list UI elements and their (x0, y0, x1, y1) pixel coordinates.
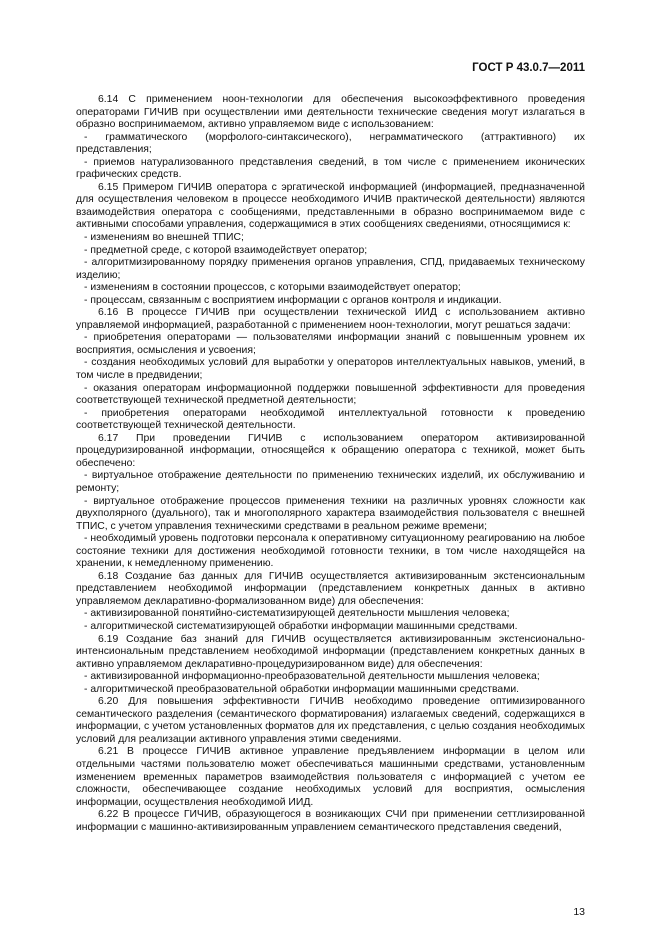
list-item: - предметной среде, с которой взаимодействует оператор; (84, 244, 368, 256)
list-item: - грамматического (морфолого-синтаксического), неграмматического (аттрактивного) их представления; (76, 131, 585, 156)
paragraph: 6.16 В процессе ГИЧИВ при осуществлении технической ИИД с использованием активно управляемой информацией, разработанной с применением ноон-технологии, могут решаться задачи: (76, 307, 585, 331)
list-item: - алгоритмической систематизирующей обработки информации машинными средствами. (84, 620, 518, 632)
paragraph: 6.17 При проведении ГИЧИВ с использованием оператором активизированной процедуризированной информации, относящейся к обращению оператора с техникой, может быть обеспечено: (76, 432, 585, 469)
paragraph: 6.19 Создание баз знаний для ГИЧИВ осуществляется активизированным экстенсионально-интенсиональным представлением необходимой информации (представлением конкретных данных в активно управляемом декларативно-процедуризированном виде) для обеспечения: (76, 633, 585, 670)
list-item: - виртуальное отображение процессов применения техники на различных уровнях сложности как двухполярного (дуального), так и многополярного характера взаимодействия пользователя с внешней ТПИС, с учетом управления техническими средствами в реальном режиме времени; (76, 495, 585, 532)
list-item: - приобретения операторами — пользователями информации знаний с повышенным уровнем их восприятия, осмысления и усвоения; (76, 332, 585, 356)
list-item: - алгоритмизированному порядку применения органов управления, СПД, придаваемых техническому изделию; (76, 257, 585, 281)
list-item: - изменениям во внешней ТПИС; (84, 232, 244, 244)
paragraph: 6.14 С применением ноон-технологии для обеспечения высокоэффективного проведения операторами ГИЧИВ при осуществлении ими деятельности технические сведения могут излагаться в образно воспринимаемом, активно управляемом виде с использованием: (76, 94, 585, 131)
list-item: - создания необходимых условий для выработки у операторов интеллектуальных навыков, умений, в том числе в предвидении; (76, 357, 585, 382)
list-item: - изменениям в состоянии процессов, с которыми взаимодействует оператор; (84, 282, 461, 294)
paragraph: 6.20 Для повышения эффективности ГИЧИВ необходимо проведение оптимизированного семантического разделения (семантического форматирования) излагаемых сведений, содержащихся в информации, с учетом установленных форматов для их представления, с целью создания необходимых условий для реализации активного управления этими сведениями. (76, 696, 585, 745)
paragraph: 6.15 Примером ГИЧИВ оператора с эргатической информацией (информацией, предназначенной для осуществления человеком в процессе необходимого ИЧИВ практической деятельности) являются взаимодействия оператора с сообщениями, представленными в образно воспринимаемом виде с активными способами управления, содержащимися в этих сообщениях сведениями, относящимися к: (76, 181, 585, 231)
list-item: - виртуальное отображение деятельности по применению технических изделий, их обслуживанию и ремонту; (76, 470, 585, 494)
paragraph: 6.21 В процессе ГИЧИВ активное управление предъявлением информации в целом или отдельными частями пользователю может обеспечиваться машинными средствами, установленным изменением временных параметров взаимодействия пользователя с информацией с учетом ее сложности, обеспечивающее создание необходимых условий для восприятия, осмысления информации, осуществления необходимой ИИД. (76, 746, 585, 808)
list-item: - необходимый уровень подготовки персонала к оперативному ситуационному реагированию на любое состояние техники для достижения необходимой готовности техники, в том числе находящейся на хранении, к немедленному применению. (76, 533, 585, 570)
document-body (76, 94, 585, 834)
list-item: - процессам, связанным с восприятием информации с органов контроля и индикации. (84, 294, 502, 306)
list-item: - приобретения операторами необходимой интеллектуальной готовности к проведению соответствующей технической деятельности. (76, 407, 585, 432)
list-item: - алгоритмической преобразовательной обработки информации машинными средствами. (84, 683, 520, 695)
list-item: - активизированной информационно-преобразовательной деятельности мышления человека; (84, 671, 540, 683)
standard-code-header: ГОСТ Р 43.0.7—2011 (472, 62, 585, 74)
page-number: 13 (573, 906, 585, 918)
paragraph: 6.18 Создание баз данных для ГИЧИВ осуществляется активизированным экстенсиональным представлением необходимой информации (представлением конкретных данных в активно управляемом декларативно-формализованном виде) для обеспечения: (76, 570, 585, 607)
list-item: - оказания операторам информационной поддержки повышенной эффективности для проведения соответствующей технической предметной деятельности; (76, 382, 585, 407)
list-item: - активизированной понятийно-систематизирующей деятельности мышления человека; (84, 608, 510, 620)
list-item: - приемов натурализованного представления сведений, в том числе с применением иконических графических средств. (76, 156, 585, 181)
paragraph: 6.22 В процессе ГИЧИВ, образующегося в возникающих СЧИ при применении сеттлизированной информации с машинно-активизированным управлением семантического представления сведений, (76, 809, 585, 833)
